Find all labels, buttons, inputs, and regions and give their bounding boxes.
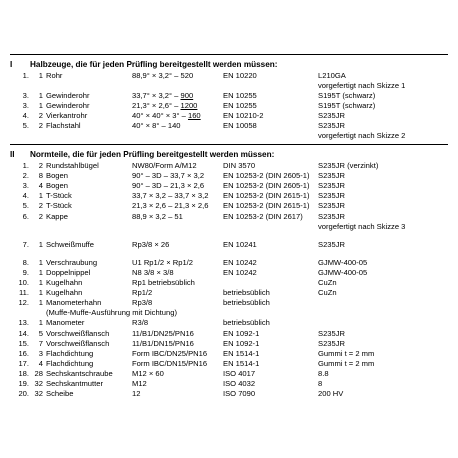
- row-name: Rundstahlbügel: [46, 161, 99, 170]
- row-dimension: 90° – 3D – 33,7 × 3,2: [132, 171, 205, 181]
- row-quantity: 3: [38, 348, 43, 358]
- row-position: 13.: [18, 318, 29, 328]
- row-name: Rohr: [46, 71, 63, 80]
- row-standard: EN 10242: [223, 267, 257, 277]
- row-quantity: 1: [38, 191, 43, 201]
- row-dimension: 90° – 3D – 21,3 × 2,6: [132, 181, 205, 191]
- row-standard: betriebsüblich: [223, 298, 270, 308]
- row-standard: EN 10255: [223, 101, 257, 110]
- row-standard: EN 10241: [223, 239, 257, 249]
- row-standard: ISO 4032: [223, 379, 256, 388]
- row-quantity: 1: [38, 278, 43, 287]
- row-standard: EN 1514-1: [223, 358, 260, 368]
- row-position: 17.: [18, 358, 29, 368]
- row-standard: DIN 3570: [223, 161, 256, 170]
- row-dimension: R3/8: [132, 318, 149, 328]
- section-1-number: I: [10, 60, 13, 69]
- row-standard: betriebsüblich: [223, 318, 270, 328]
- row-name: T-Stück: [46, 191, 72, 201]
- row-material: S235JR: [318, 121, 346, 130]
- row-name: Flachdichtung: [46, 348, 94, 358]
- row-position: 6.: [22, 211, 29, 221]
- row-material: vorgefertigt nach Skizze 3: [318, 221, 406, 231]
- row-material: S235JR: [318, 181, 346, 191]
- row-position: 14.: [18, 328, 29, 338]
- row-material: 200 HV: [318, 389, 344, 399]
- row-quantity: 2: [38, 161, 43, 170]
- row-material: S235JR: [318, 111, 346, 120]
- table-row: [0, 222, 458, 232]
- row-standard: EN 10242: [223, 257, 257, 267]
- row-standard: EN 10058: [223, 121, 257, 130]
- section-2-heading: [10, 150, 274, 159]
- row-standard: EN 10253-2 (DIN 2605-1): [223, 181, 310, 191]
- row-name: Sechskantschraube: [46, 368, 113, 378]
- row-material: Gummi t = 2 mm: [318, 358, 375, 368]
- table-row: [0, 81, 458, 91]
- row-standard: ISO 7090: [223, 389, 256, 399]
- row-dimension: [132, 111, 201, 121]
- table-row: [0, 71, 458, 81]
- row-material: S235JR: [318, 239, 346, 249]
- table-row: [0, 258, 458, 268]
- row-name: Doppelnippel: [46, 267, 91, 277]
- row-dimension: Form IBC/DN25/PN16: [132, 348, 208, 358]
- row-standard: EN 10253-2 (DIN 2617): [223, 211, 303, 221]
- row-position: 3.: [22, 181, 29, 191]
- row-dimension-text: 21,3° × 2,6° –: [132, 101, 181, 110]
- row-quantity: 1: [38, 257, 43, 267]
- row-position: 10.: [18, 278, 29, 287]
- row-quantity: 1: [38, 267, 43, 277]
- row-standard: EN 1092-1: [223, 328, 260, 338]
- table-row: [0, 389, 458, 399]
- row-position: 1.: [22, 71, 29, 80]
- table-row: [0, 359, 458, 369]
- row-dimension: [132, 91, 193, 101]
- row-name: (Muffe-Muffe-Ausführung mit Dichtung): [46, 308, 177, 318]
- row-dimension-text: 40° × 40° × 3° –: [132, 111, 188, 120]
- row-dimension-length: 900: [180, 91, 194, 100]
- row-position: 4.: [22, 191, 29, 201]
- row-material: L210GA: [318, 71, 346, 80]
- row-material: 8.8: [318, 368, 329, 378]
- table-row: [0, 101, 458, 111]
- row-material: CuZn: [318, 278, 337, 287]
- row-standard: EN 10220: [223, 71, 257, 80]
- table-row: [0, 181, 458, 191]
- row-position: 7.: [22, 239, 29, 249]
- row-position: 3.: [22, 91, 29, 100]
- row-material: vorgefertigt nach Skizze 2: [318, 131, 406, 140]
- row-material: CuZn: [318, 288, 337, 298]
- row-quantity: 32: [34, 389, 43, 399]
- table-row: [0, 121, 458, 131]
- table-row: [0, 339, 458, 349]
- table-row: [0, 288, 458, 298]
- row-material: Gummi t = 2 mm: [318, 348, 375, 358]
- row-quantity: 1: [38, 318, 43, 328]
- table-row: [0, 240, 458, 250]
- row-standard: EN 10253-2 (DIN 2605-1): [223, 171, 310, 181]
- row-name: Flachdichtung: [46, 358, 94, 368]
- table-row: [0, 212, 458, 222]
- row-name: Schweißmuffe: [46, 239, 94, 249]
- row-quantity: 7: [38, 338, 43, 348]
- row-dimension: [132, 101, 197, 111]
- table-row: [0, 318, 458, 328]
- row-dimension-text: 88,9° × 3,2° –: [132, 71, 181, 80]
- row-dimension: Rp1 betriebsüblich: [132, 278, 195, 287]
- row-material: S235JR: [318, 191, 346, 201]
- row-dimension: 11/B1/DN25/PN16: [132, 328, 194, 338]
- row-quantity: 1: [38, 288, 43, 298]
- table-row: [0, 268, 458, 278]
- row-dimension: N8 3/8 × 3/8: [132, 267, 174, 277]
- row-material: vorgefertigt nach Skizze 1: [318, 81, 406, 90]
- row-standard: EN 1092-1: [223, 338, 260, 348]
- table-row: [0, 91, 458, 101]
- row-name: Scheibe: [46, 389, 74, 399]
- section-divider: [10, 144, 448, 145]
- section-1-title: Halbzeuge, die für jeden Prüfling bereitgestellt werden müssen:: [30, 60, 278, 69]
- row-dimension: 88,9 × 3,2 – 51: [132, 211, 183, 221]
- row-dimension: M12 × 60: [132, 368, 164, 378]
- row-material: S235JR: [318, 328, 346, 338]
- row-position: 15.: [18, 338, 29, 348]
- row-name: Kugelhahn: [46, 278, 83, 287]
- table-row: [0, 161, 458, 171]
- row-name: Gewinderohr: [46, 91, 90, 100]
- row-quantity: 1: [38, 239, 43, 249]
- table-row: [0, 201, 458, 211]
- row-position: 4.: [22, 111, 29, 120]
- table-row: [0, 329, 458, 339]
- row-name: Kugelhahn: [46, 288, 83, 298]
- row-dimension: 11/B1/DN15/PN16: [132, 338, 194, 348]
- row-quantity: 5: [38, 328, 43, 338]
- row-position: 12.: [18, 298, 29, 308]
- row-position: 5.: [22, 201, 29, 211]
- row-standard: betriebsüblich: [223, 288, 270, 298]
- table-row: [0, 308, 458, 318]
- row-dimension: [132, 71, 193, 81]
- row-position: 20.: [18, 389, 29, 399]
- row-standard: EN 1514-1: [223, 348, 260, 358]
- row-quantity: 32: [34, 379, 43, 388]
- row-material: S195T (schwarz): [318, 101, 376, 110]
- row-material: 8: [318, 379, 323, 388]
- row-name: Kappe: [46, 211, 68, 221]
- row-quantity: 1: [38, 101, 43, 110]
- row-name: Manometer: [46, 318, 85, 328]
- row-dimension: 12: [132, 389, 141, 399]
- row-name: Manometerhahn: [46, 298, 102, 308]
- row-position: 5.: [22, 121, 29, 130]
- row-material: S235JR: [318, 211, 346, 221]
- row-name: Sechskantmutter: [46, 379, 103, 388]
- table-row: [0, 369, 458, 379]
- table-row: [0, 349, 458, 359]
- row-position: 3.: [22, 101, 29, 110]
- row-material: GJMW-400-05: [318, 257, 368, 267]
- row-name: Vorschweißflansch: [46, 338, 110, 348]
- top-rule: [10, 54, 448, 55]
- section-2-title: Normteile, die für jeden Prüfling bereitgestellt werden müssen:: [30, 150, 275, 159]
- section-1-heading: [10, 60, 278, 69]
- row-dimension-text: 40° × 8° – 140: [132, 121, 181, 130]
- row-standard: EN 10255: [223, 91, 257, 100]
- table-row: [0, 171, 458, 181]
- row-material: S235JR: [318, 338, 346, 348]
- row-material: S235JR: [318, 201, 346, 211]
- table-row: [0, 379, 458, 389]
- row-position: 16.: [18, 348, 29, 358]
- row-position: 2.: [22, 171, 29, 181]
- table-row: [0, 278, 458, 288]
- row-quantity: 1: [38, 91, 43, 100]
- row-quantity: 8: [38, 171, 43, 181]
- row-quantity: 4: [38, 358, 43, 368]
- row-quantity: 2: [38, 201, 43, 211]
- row-dimension: NW80/Form A/M12: [132, 161, 197, 170]
- row-name: Gewinderohr: [46, 101, 90, 110]
- row-name: Bogen: [46, 181, 68, 191]
- row-dimension: M12: [132, 379, 147, 388]
- row-quantity: 28: [34, 368, 43, 378]
- row-standard: ISO 4017: [223, 368, 256, 378]
- row-standard: EN 10210-2: [223, 111, 264, 120]
- row-dimension-end: 520: [180, 71, 194, 80]
- row-name: Vorschweißflansch: [46, 328, 110, 338]
- row-material: S235JR: [318, 171, 346, 181]
- row-quantity: 4: [38, 181, 43, 191]
- row-name: Flachstahl: [46, 121, 81, 130]
- row-dimension: 33,7 × 3,2 – 33,7 × 3,2: [132, 191, 209, 201]
- row-dimension: U1 Rp1/2 × Rp1/2: [132, 257, 193, 267]
- table-row: [0, 298, 458, 308]
- row-quantity: 2: [38, 121, 43, 130]
- row-name: Bogen: [46, 171, 68, 181]
- row-quantity: 1: [38, 298, 43, 308]
- row-position: 19.: [18, 379, 29, 388]
- row-dimension: Rp1/2: [132, 288, 153, 298]
- row-position: 11.: [19, 288, 29, 298]
- row-standard: EN 10253-2 (DIN 2615-1): [223, 201, 310, 211]
- row-dimension-length: 1200: [180, 101, 198, 110]
- row-dimension: Form IBC/DN15/PN16: [132, 358, 208, 368]
- row-name: T-Stück: [46, 201, 72, 211]
- row-quantity: 2: [38, 111, 43, 120]
- row-dimension: Rp3/8 × 26: [132, 239, 170, 249]
- row-dimension: 21,3 × 2,6 – 21,3 × 2,6: [132, 201, 209, 211]
- table-row: [0, 111, 458, 121]
- row-name: Verschraubung: [46, 257, 98, 267]
- row-material: S235JR (verzinkt): [318, 161, 379, 170]
- row-dimension-length: 160: [187, 111, 201, 120]
- row-dimension: [132, 121, 181, 131]
- row-position: 8.: [22, 257, 29, 267]
- row-quantity: 1: [38, 71, 43, 80]
- section-2-number: II: [10, 150, 15, 159]
- row-dimension-text: 33,7° × 3,2° –: [132, 91, 181, 100]
- row-material: S195T (schwarz): [318, 91, 376, 100]
- table-row: [0, 191, 458, 201]
- row-position: 1.: [22, 161, 29, 170]
- row-position: 18.: [18, 368, 29, 378]
- row-material: GJMW-400-05: [318, 267, 368, 277]
- table-row: [0, 131, 458, 141]
- row-position: 9.: [22, 267, 29, 277]
- row-name: Vierkantrohr: [46, 111, 88, 120]
- row-dimension: Rp3/8: [132, 298, 153, 308]
- row-standard: EN 10253-2 (DIN 2615-1): [223, 191, 310, 201]
- row-quantity: 2: [38, 211, 43, 221]
